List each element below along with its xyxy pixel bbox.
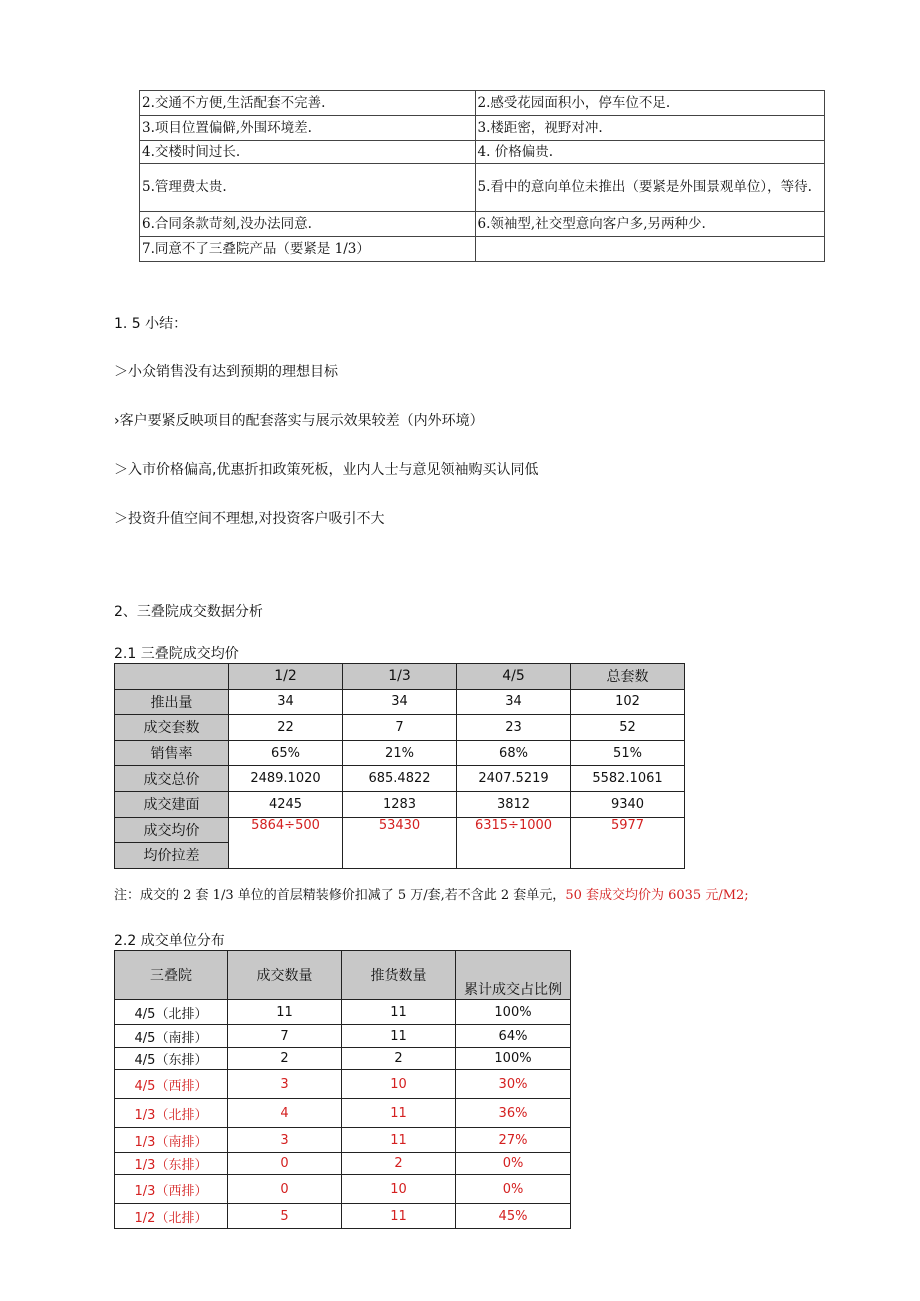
table-cell: 2 xyxy=(342,1153,456,1175)
table-row xyxy=(115,1099,571,1128)
price-table xyxy=(114,663,685,869)
table-cell: 4/5（北排） xyxy=(115,1000,228,1025)
price-note xyxy=(114,884,749,903)
table-cell: 9340 xyxy=(571,791,685,817)
header-cell: 三叠院 xyxy=(115,951,228,1000)
table-cell: 100% xyxy=(456,1048,571,1070)
note-highlight: 50 套成交均价为 6035 元/M2; xyxy=(565,888,749,903)
table-row xyxy=(115,1025,571,1048)
table-cell: 3812 xyxy=(457,791,571,817)
row-label: 均价拉差 xyxy=(115,843,229,869)
table-cell: 45% xyxy=(456,1204,571,1229)
issues-row xyxy=(140,91,825,116)
header-cell: 累计成交占比例 xyxy=(456,951,571,1000)
issue-cell: 4.交楼时间过长. xyxy=(140,141,476,164)
row-label: 成交建面 xyxy=(115,791,229,817)
table-row xyxy=(115,1128,571,1153)
issue-cell: 6.合同条款苛刻,没办法同意. xyxy=(140,212,476,237)
table-cell: 21% xyxy=(343,740,457,766)
header-cell: 总套数 xyxy=(571,664,685,690)
table-cell: 34 xyxy=(343,689,457,715)
row-label: 推出量 xyxy=(115,689,229,715)
issue-cell xyxy=(475,237,824,262)
summary-point: ＞小众销售没有达到预期的理想目标 xyxy=(114,364,338,380)
table-cell: 100% xyxy=(456,1000,571,1025)
issues-table xyxy=(139,90,825,262)
subsection-heading: 2.1 三叠院成交均价 xyxy=(114,646,239,662)
table-cell: 11 xyxy=(342,1025,456,1048)
summary-point: ＞投资升值空间不理想,对投资客户吸引不大 xyxy=(114,511,385,527)
issue-cell: 4. 价格偏贵. xyxy=(475,141,824,164)
table-cell: 51% xyxy=(571,740,685,766)
table-cell: 4/5（南排） xyxy=(115,1025,228,1048)
subsection-heading: 2.2 成交单位分布 xyxy=(114,933,225,949)
table-cell: 53430 xyxy=(343,817,457,868)
table-cell: 4/5（东排） xyxy=(115,1048,228,1070)
issues-row xyxy=(140,116,825,141)
summary-point: ›客户要紧反映项目的配套落实与展示效果较差（内外环境） xyxy=(114,413,484,429)
row-label: 销售率 xyxy=(115,740,229,766)
issue-cell: 2.感受花园面积小，停车位不足. xyxy=(475,91,824,116)
row-label: 成交总价 xyxy=(115,766,229,792)
table-row xyxy=(115,1048,571,1070)
summary-point: ＞入市价格偏高,优惠折扣政策死板，业内人士与意见领袖购买认同低 xyxy=(114,462,539,478)
table-cell: 4 xyxy=(228,1099,342,1128)
table-cell: 5864÷500 xyxy=(229,817,343,868)
table-cell: 1/3（南排） xyxy=(115,1128,228,1153)
table-cell: 1/3（西排） xyxy=(115,1175,228,1204)
table-cell: 27% xyxy=(456,1128,571,1153)
table-row xyxy=(115,1175,571,1204)
table-cell: 2 xyxy=(228,1048,342,1070)
issue-cell: 3.项目位置偏僻,外围环境差. xyxy=(140,116,476,141)
header-cell: 1/2 xyxy=(229,664,343,690)
table-row xyxy=(115,715,685,741)
table-cell: 11 xyxy=(342,1099,456,1128)
table-cell: 0 xyxy=(228,1175,342,1204)
table-cell: 7 xyxy=(343,715,457,741)
table-row xyxy=(115,1204,571,1229)
issues-row xyxy=(140,212,825,237)
table-cell: 22 xyxy=(229,715,343,741)
table-row xyxy=(115,817,685,843)
table-cell: 2407.5219 xyxy=(457,766,571,792)
table-row xyxy=(115,740,685,766)
dist-header-row xyxy=(115,951,571,1000)
table-row xyxy=(115,1070,571,1099)
table-cell: 23 xyxy=(457,715,571,741)
table-cell: 3 xyxy=(228,1070,342,1099)
table-cell: 2489.1020 xyxy=(229,766,343,792)
table-cell: 52 xyxy=(571,715,685,741)
table-cell: 5977 xyxy=(571,817,685,868)
table-cell: 7 xyxy=(228,1025,342,1048)
table-cell: 1/2（北排） xyxy=(115,1204,228,1229)
table-cell: 68% xyxy=(457,740,571,766)
section-heading: 2、三叠院成交数据分析 xyxy=(114,604,263,620)
table-cell: 10 xyxy=(342,1175,456,1204)
issues-row xyxy=(140,141,825,164)
table-cell: 0% xyxy=(456,1153,571,1175)
price-header-row xyxy=(115,664,685,690)
table-cell: 3 xyxy=(228,1128,342,1153)
table-cell: 0 xyxy=(228,1153,342,1175)
table-cell: 11 xyxy=(342,1204,456,1229)
table-cell: 11 xyxy=(228,1000,342,1025)
issue-cell: 5.管理费太贵. xyxy=(140,164,476,212)
note-text: 注：成交的 2 套 1/3 单位的首层精装修价扣减了 5 万/套,若不含此 2 套单元， xyxy=(114,888,566,903)
table-cell: 1/3（东排） xyxy=(115,1153,228,1175)
table-row xyxy=(115,1000,571,1025)
table-cell: 5 xyxy=(228,1204,342,1229)
table-cell: 2 xyxy=(342,1048,456,1070)
table-cell: 1283 xyxy=(343,791,457,817)
issue-cell: 5.看中的意向单位未推出（要紧是外围景观单位），等待. xyxy=(475,164,824,212)
issues-row xyxy=(140,164,825,212)
table-cell: 4/5（西排） xyxy=(115,1070,228,1099)
header-cell: 推货数量 xyxy=(342,951,456,1000)
header-cell: 成交数量 xyxy=(228,951,342,1000)
table-cell: 11 xyxy=(342,1128,456,1153)
table-cell: 0% xyxy=(456,1175,571,1204)
issue-cell: 3.楼距密，视野对冲. xyxy=(475,116,824,141)
table-cell: 11 xyxy=(342,1000,456,1025)
table-cell: 4245 xyxy=(229,791,343,817)
table-cell: 10 xyxy=(342,1070,456,1099)
table-cell: 64% xyxy=(456,1025,571,1048)
table-cell: 5582.1061 xyxy=(571,766,685,792)
table-row xyxy=(115,791,685,817)
table-cell: 1/3（北排） xyxy=(115,1099,228,1128)
issue-cell: 7.同意不了三叠院产品（要紧是 1/3） xyxy=(140,237,476,262)
table-cell: 65% xyxy=(229,740,343,766)
distribution-table xyxy=(114,950,571,1229)
summary-heading: 1. 5 小结： xyxy=(114,316,188,332)
table-cell: 36% xyxy=(456,1099,571,1128)
issue-cell: 2.交通不方便,生活配套不完善. xyxy=(140,91,476,116)
table-cell: 34 xyxy=(229,689,343,715)
table-row xyxy=(115,1153,571,1175)
table-row xyxy=(115,689,685,715)
header-cell: 4/5 xyxy=(457,664,571,690)
table-cell: 685.4822 xyxy=(343,766,457,792)
issue-cell: 6.领袖型,社交型意向客户多,另两种少. xyxy=(475,212,824,237)
row-label: 成交套数 xyxy=(115,715,229,741)
row-label: 成交均价 xyxy=(115,817,229,843)
table-cell: 6315÷1000 xyxy=(457,817,571,868)
table-cell: 34 xyxy=(457,689,571,715)
issues-row xyxy=(140,237,825,262)
table-cell: 30% xyxy=(456,1070,571,1099)
table-row xyxy=(115,766,685,792)
header-cell: 1/3 xyxy=(343,664,457,690)
table-cell: 102 xyxy=(571,689,685,715)
header-cell xyxy=(115,664,229,690)
